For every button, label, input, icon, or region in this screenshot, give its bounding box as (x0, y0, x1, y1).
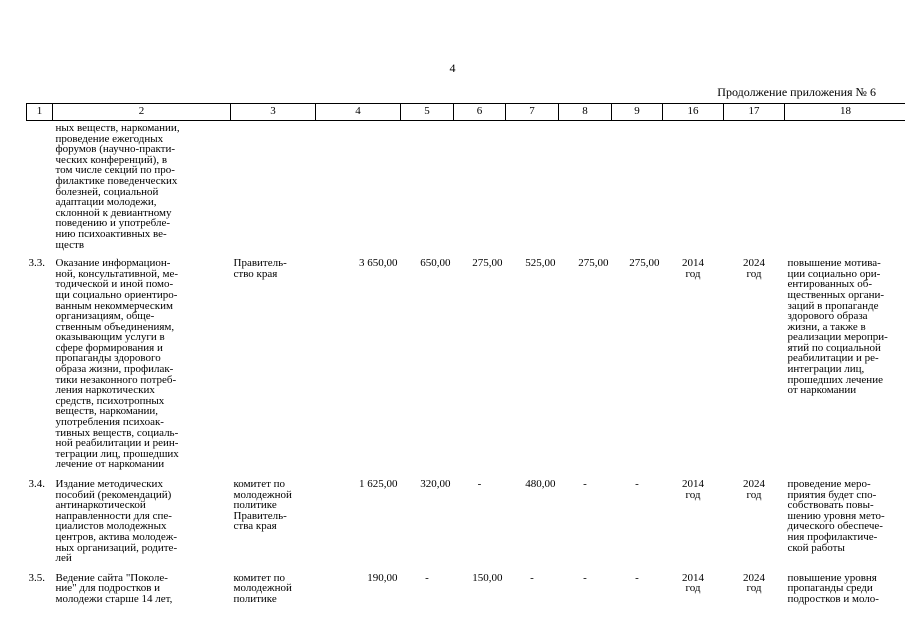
row-index-cell: 3.4. (28, 478, 45, 490)
executor-cell: Правитель- ство края (233, 257, 287, 280)
column-header: 17 (724, 104, 785, 121)
start-year-cell: 2014 год (682, 571, 704, 595)
funding-cell: 275,00 (472, 257, 503, 270)
column-header: 6 (454, 104, 506, 121)
row-index-cell (27, 121, 53, 259)
funding-cell: - (635, 478, 639, 490)
column-header: 5 (401, 104, 454, 121)
page-number: 4 (449, 61, 456, 75)
empty-cells (231, 121, 905, 259)
expected-result-cell: повышение мотива- ции социально ори- ентированных об- щественных органи- заций в пропаганде здорового образа жизни, а также в реализации меропри- ятий по социальной реабилитации и ре- интеграции лиц, прошедших лечение от наркомании (787, 257, 888, 397)
row-index-cell: 3.3. (28, 257, 45, 270)
funding-cell: 650,00 (420, 257, 451, 270)
funding-cell: 150,00 (472, 571, 503, 584)
header-row (27, 104, 905, 121)
funding-cell: - (583, 571, 587, 584)
executor-cell: комитет по молодежной политике (233, 571, 292, 605)
column-header: 2 (53, 104, 231, 121)
total-funding-cell: 1 625,00 (359, 478, 398, 490)
end-year-cell: 2024 год (743, 257, 765, 280)
table-row (27, 573, 905, 614)
funding-cell: - (477, 478, 482, 490)
funding-cell: - (635, 571, 639, 584)
start-year-cell: 2014 год (682, 257, 704, 280)
funding-cell: 525,00 (525, 257, 556, 270)
funding-cell: - (530, 571, 534, 584)
table-row-continuation (27, 121, 905, 259)
end-year-cell: 2024 год (743, 478, 765, 501)
measure-name-cell: Оказание информацион- ной, консультативной, ме- тодической и иной помо- щи социально ориентиро- ванным некоммерческим организациям, обще- ственным объединениям, оказывающим услуги в сфере формирования и пропаганды здорового образа жизни, профилак- тики незаконного потреб- ления наркотических средств, психотропных веществ, наркомании, употребления психоак- тивных веществ, социаль- ной реабилитации и реин- теграции лиц, прошедших лечение от наркомании (55, 257, 179, 471)
table-row (27, 258, 905, 479)
column-header: 4 (316, 104, 401, 121)
table-header (27, 104, 905, 121)
column-header: 3 (231, 104, 316, 121)
funding-cell: 480,00 (525, 478, 556, 490)
column-header: 18 (785, 104, 905, 121)
column-header: 1 (27, 104, 53, 121)
measure-name-cell: ных веществ, наркомании, проведение ежегодных форумов (научно-практи- ческих конференций), в том числе секций по про- филактике поведенческих болезней, социальной адаптации молодежи, склонной к девиантному поведению и употребле- нию психоактивных ве- ществ (55, 122, 180, 251)
expected-result-cell: повышение уровня пропаганды среди подростков и моло- (787, 571, 879, 605)
row-index-cell: 3.5. (28, 571, 45, 584)
appendix-table (26, 103, 905, 614)
total-funding-cell: 190,00 (367, 571, 398, 584)
funding-cell: - (583, 478, 587, 490)
funding-cell: 275,00 (629, 257, 660, 270)
expected-result-cell: проведение меро- приятия будет спо- собствовать повы- шению уровня мето- дического обеспече- ния профилактиче- ской работы (787, 478, 885, 554)
executor-cell: комитет по молодежной политике Правитель- ства края (233, 478, 292, 533)
funding-cell: 320,00 (420, 478, 451, 490)
start-year-cell: 2014 год (682, 478, 704, 501)
table-row (27, 479, 905, 573)
column-header: 8 (559, 104, 612, 121)
funding-cell: - (425, 571, 429, 584)
funding-cell: 275,00 (578, 257, 609, 270)
end-year-cell: 2024 год (743, 571, 765, 595)
measure-name-cell: Издание методических пособий (рекомендаций) антинаркотической направленности для спе- циалистов молодежных центров, актива молодеж- ных организаций, родите- лей (55, 478, 178, 565)
column-header: 7 (506, 104, 559, 121)
total-funding-cell: 3 650,00 (359, 257, 398, 270)
column-header: 16 (663, 104, 724, 121)
continuation-caption: Продолжение приложения № 6 (717, 85, 876, 99)
column-header: 9 (612, 104, 663, 121)
measure-name-cell: Ведение сайта "Поколе- ние" для подростков и молодежи старше 14 лет, (55, 571, 173, 605)
